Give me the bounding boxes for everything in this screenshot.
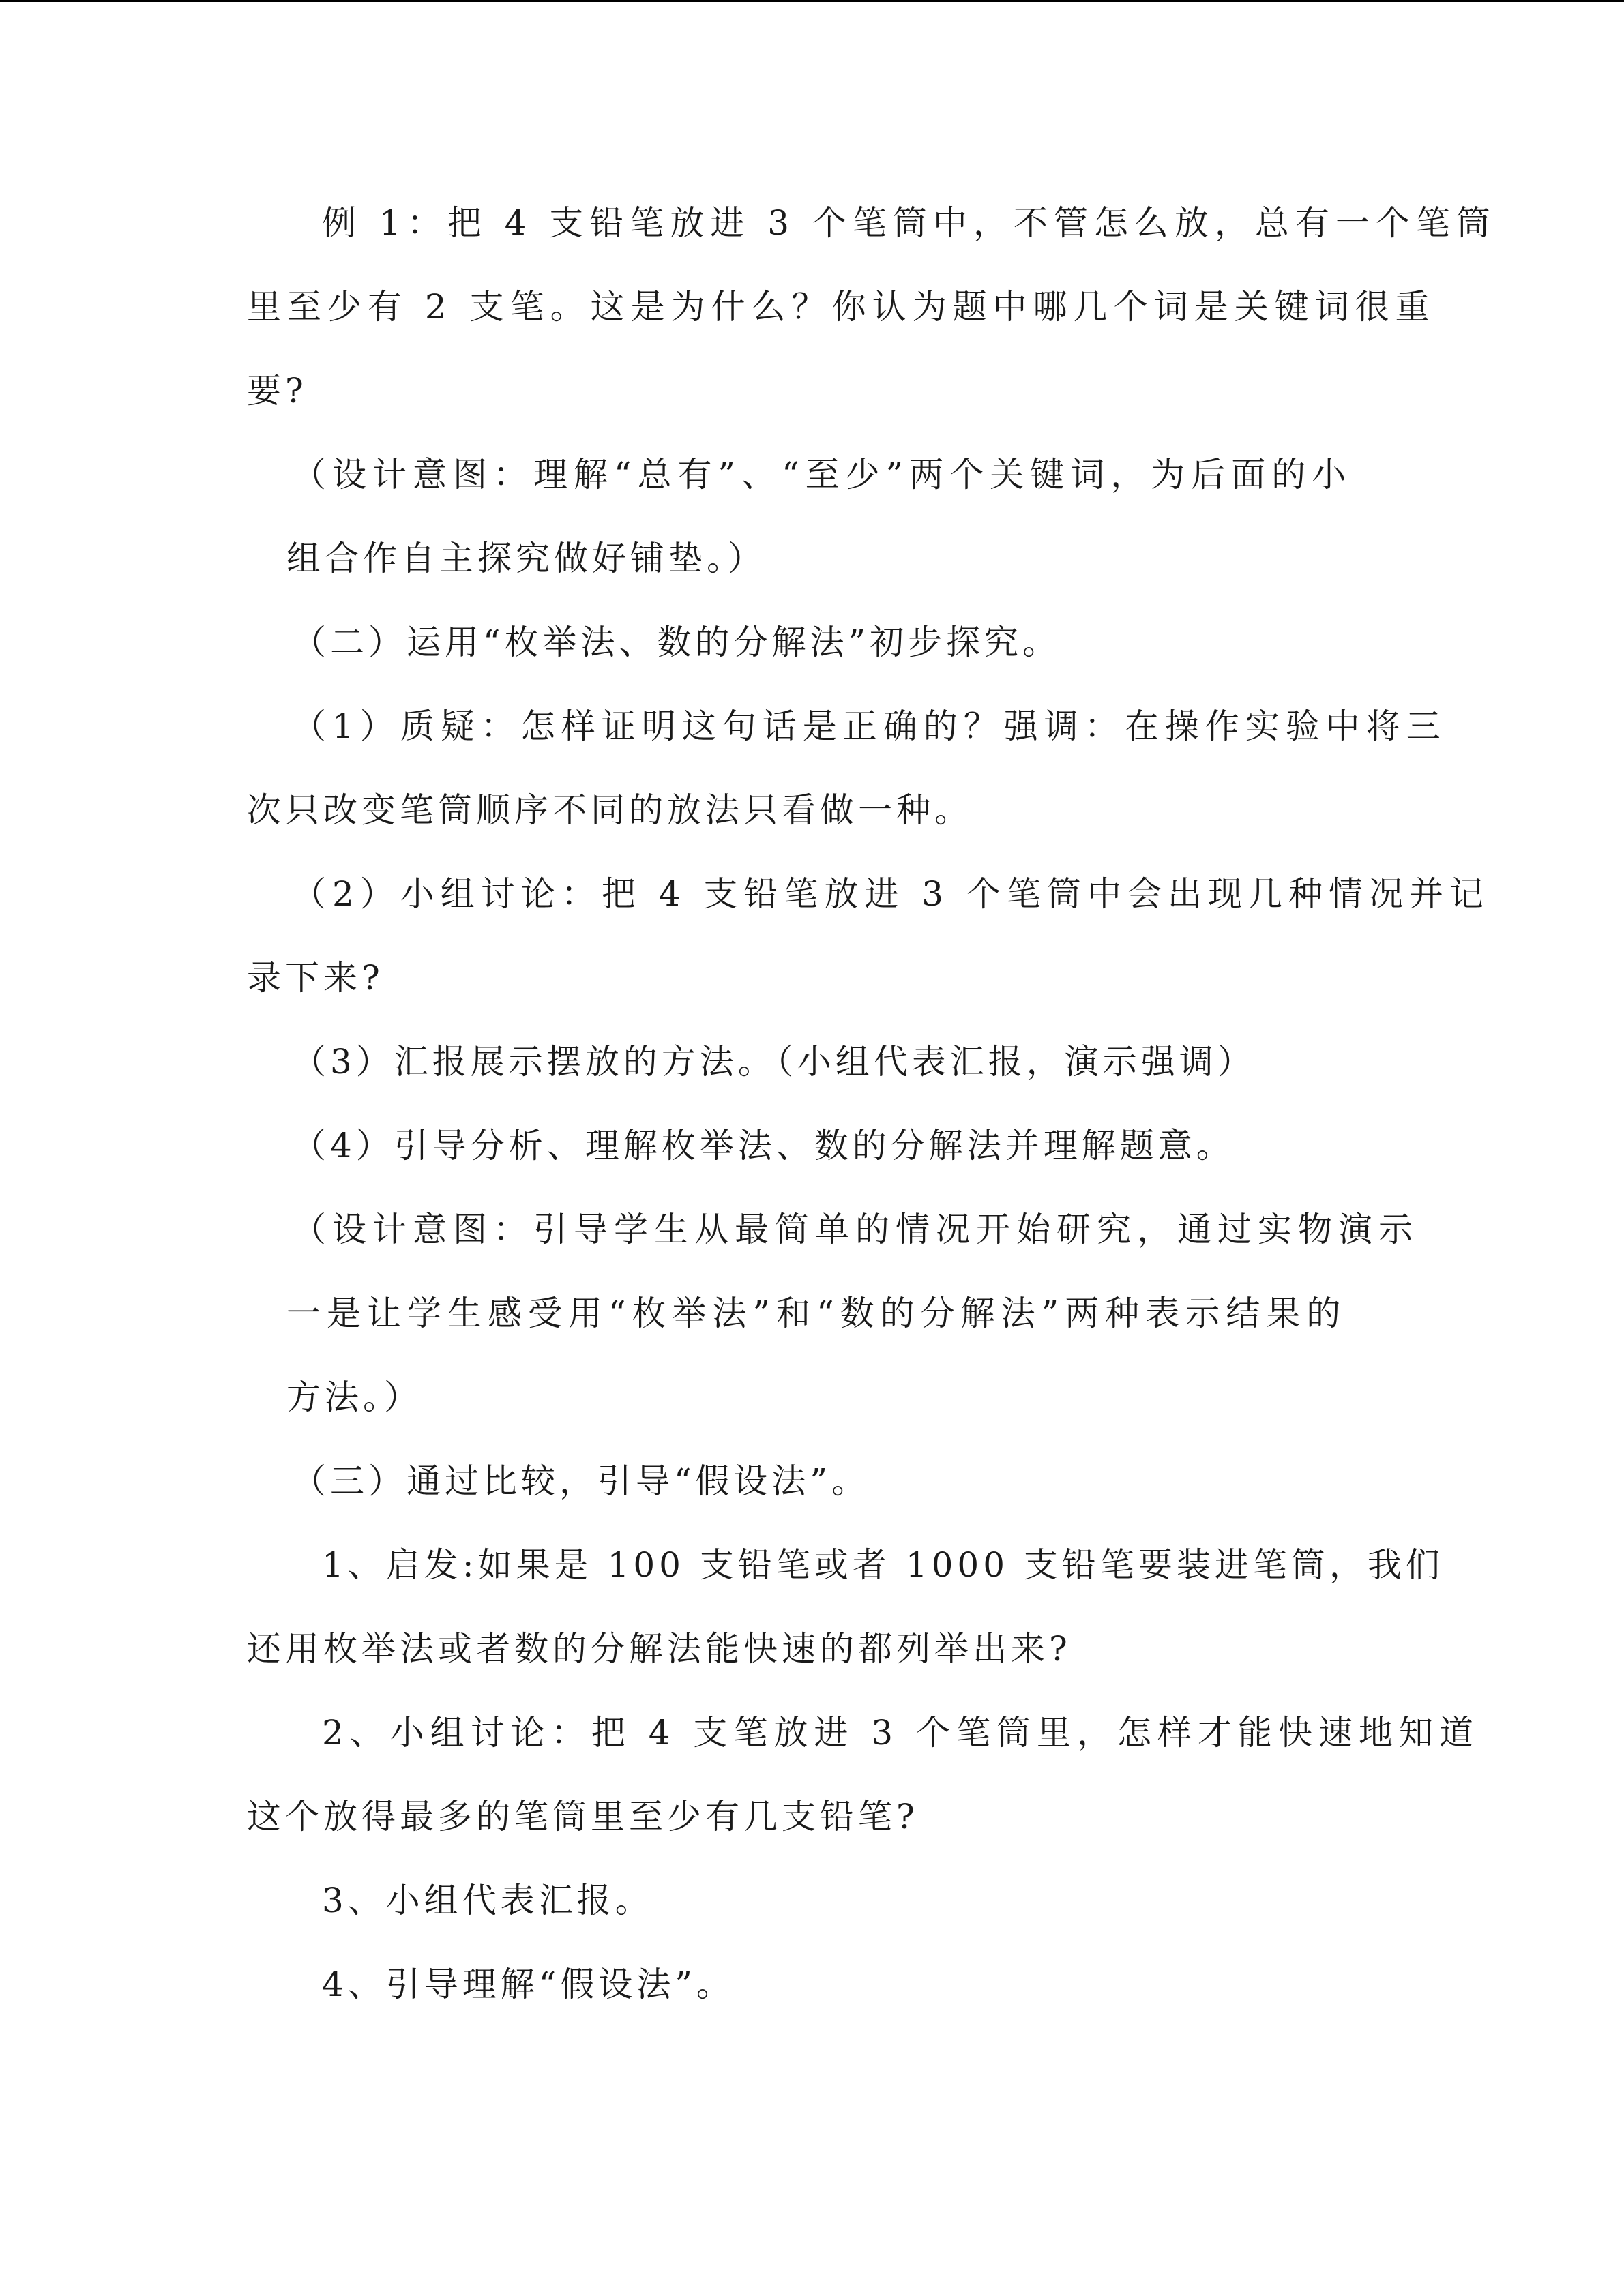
paragraph-line: （设计意图：引导学生从最简单的情况开始研究，通过实物演示 — [292, 1210, 1419, 1249]
paragraph-line: 次只改变笔筒顺序不同的放法只看做一种。 — [247, 790, 973, 830]
paragraph-line: 一是让学生感受用“枚举法”和“数的分解法”两种表示结果的 — [286, 1294, 1347, 1333]
paragraph-line: 1、启发:如果是 100 支铅笔或者 1000 支铅笔要装进笔筒，我们 — [322, 1545, 1444, 1585]
section-heading: （三）通过比较，引导“假设法”。 — [292, 1461, 870, 1501]
paragraph-line: 录下来? — [247, 958, 384, 998]
paragraph-line: （设计意图：理解“总有”、“至少”两个关键词，为后面的小 — [292, 455, 1353, 494]
paragraph-line: 例 1：把 4 支铅笔放进 3 个笔筒中，不管怎么放，总有一个笔筒 — [322, 203, 1496, 243]
paragraph-line: 还用枚举法或者数的分解法能快速的都列举出来? — [247, 1629, 1072, 1669]
paragraph-line: 4、引导理解“假设法”。 — [322, 1965, 735, 2004]
paragraph-line: （4）引导分析、理解枚举法、数的分解法并理解题意。 — [292, 1126, 1235, 1165]
paragraph-line: （3）汇报展示摆放的方法。（小组代表汇报，演示强调） — [292, 1042, 1256, 1082]
section-heading: （二）运用“枚举法、数的分解法”初步探究。 — [292, 623, 1061, 662]
paragraph-line: 2、小组讨论：把 4 支笔放进 3 个笔筒里，怎样才能快速地知道 — [322, 1713, 1480, 1753]
paragraph-line: （1）质疑：怎样证明这句话是正确的？强调：在操作实验中将三 — [292, 706, 1447, 746]
paragraph-line: 这个放得最多的笔筒里至少有几支铅笔? — [247, 1797, 919, 1836]
paragraph-line: 方法。） — [286, 1377, 422, 1417]
paragraph-line: 要? — [247, 371, 308, 411]
paragraph-line: （2）小组讨论：把 4 支铅笔放进 3 个笔筒中会出现几种情况并记 — [292, 874, 1490, 914]
paragraph-line: 里至少有 2 支笔。这是为什么？你认为题中哪几个词是关键词很重 — [247, 287, 1436, 327]
paragraph-line: 3、小组代表汇报。 — [322, 1881, 653, 1920]
page-top-border — [0, 0, 1624, 2]
paragraph-line: 组合作自主探究做好铺垫。） — [286, 539, 766, 578]
